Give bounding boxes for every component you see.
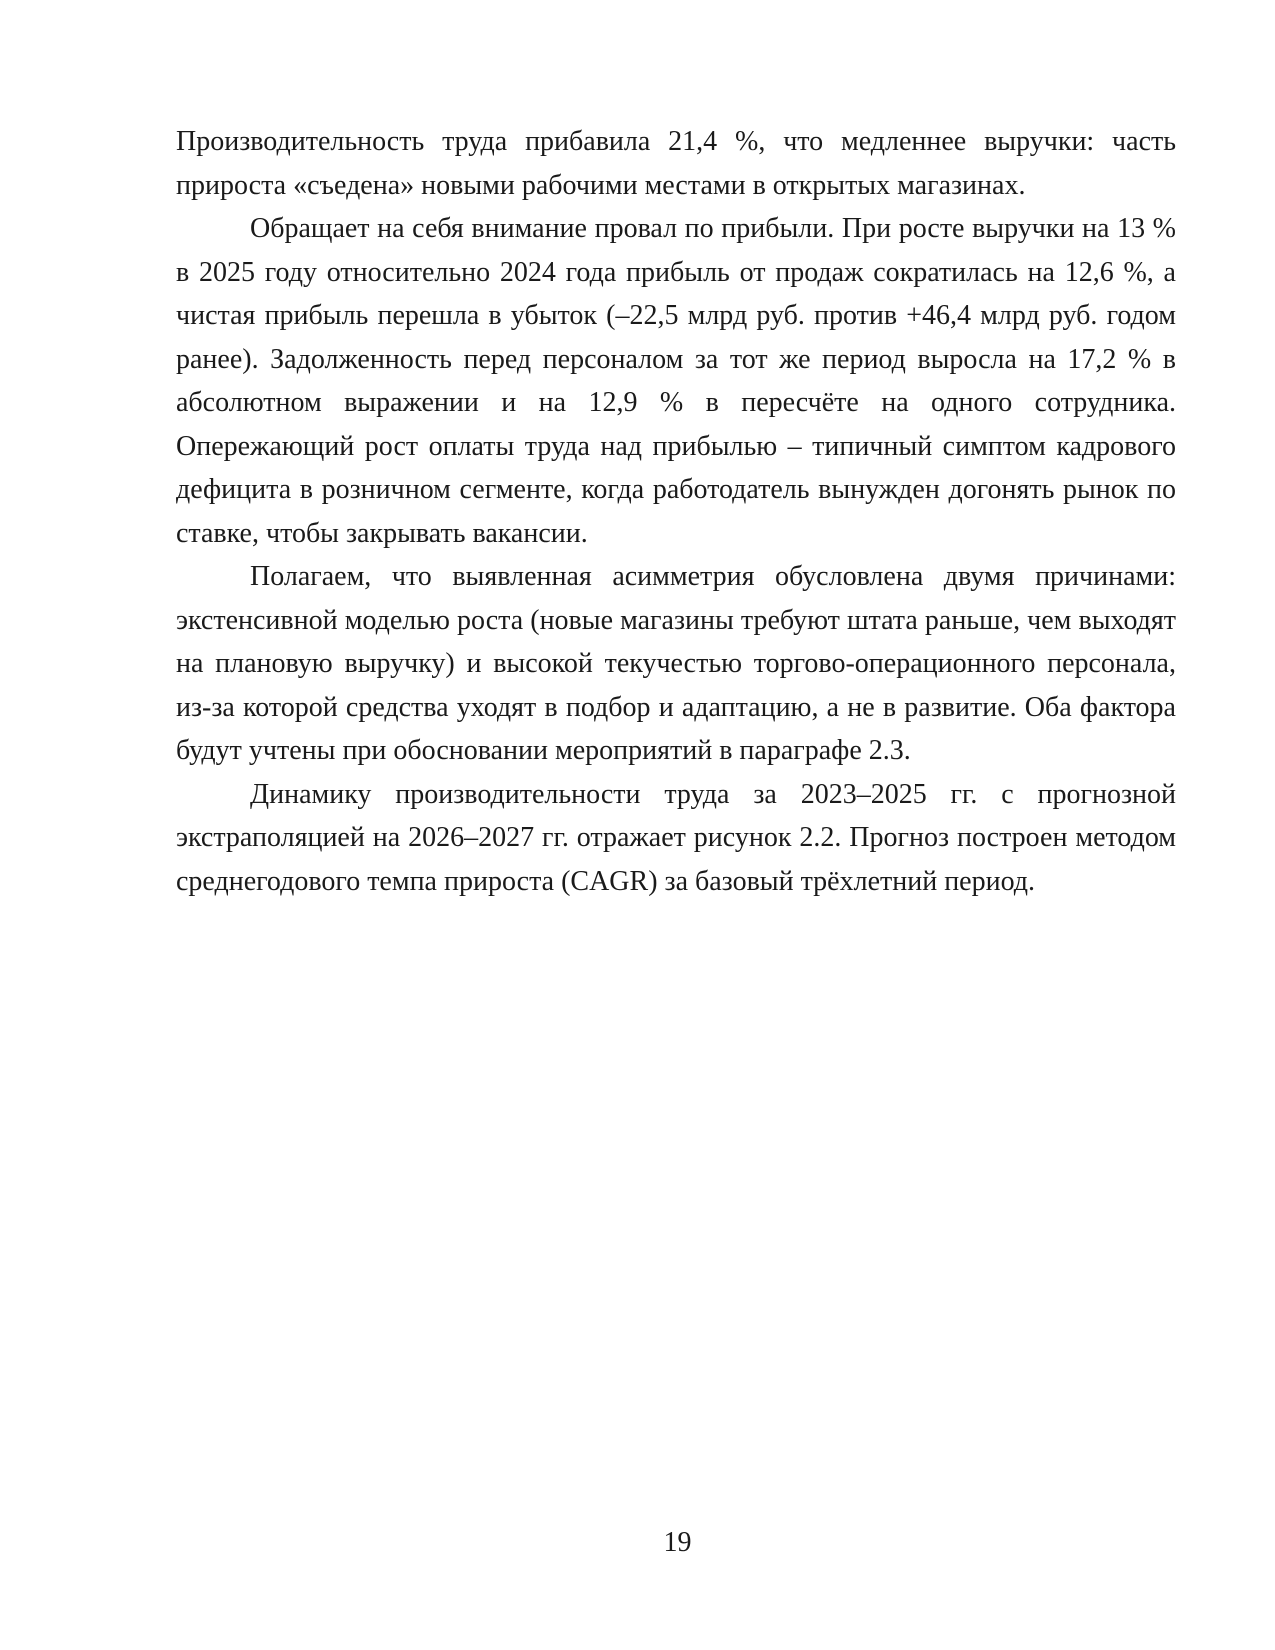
paragraph-continuation: Производительность труда прибавила 21,4 %, что медленнее выручки: часть прироста «съедена» новыми рабочими местами в открытых магазинах.	[176, 126, 1176, 201]
paragraph-profit-analysis: Обращает на себя внимание провал по прибыли. При росте выручки на 13 % в 2025 году относительно 2024 года прибыль от продаж сократилась на 12,6 %, а чистая прибыль перешла в убыток (–22,5 млрд руб. против +46,4 млрд руб. годом ранее). Задолженность перед персоналом за тот же период выросла на 17,2 % в абсолютном выражении и на 12,9 % в пересчёте на одного сотрудника. Опережающий рост оплаты труда над прибылью – типичный симптом кадрового дефицита в розничном сегменте, когда работодатель вынужден догонять рынок по ставке, чтобы закрывать вакансии.	[176, 213, 1176, 549]
paragraph-figure-reference: Динамику производительности труда за 2023–2025 гг. с прогнозной экстраполяцией на 2026–2027 гг. отражает рисунок 2.2. Прогноз построен методом среднегодового темпа прироста (CAGR) за базовый трёхлетний период.	[176, 778, 1176, 897]
document-body	[176, 120, 1176, 903]
paragraph-asymmetry-causes: Полагаем, что выявленная асимметрия обусловлена двумя причинами: экстенсивной моделью роста (новые магазины требуют штата раньше, чем выходят на плановую выручку) и высокой текучестью торгово-операционного персонала, из-за которой средства уходят в подбор и адаптацию, а не в развитие. Оба фактора будут учтены при обосновании мероприятий в параграфе 2.3.	[176, 561, 1176, 766]
page-number: 19	[663, 1527, 692, 1558]
